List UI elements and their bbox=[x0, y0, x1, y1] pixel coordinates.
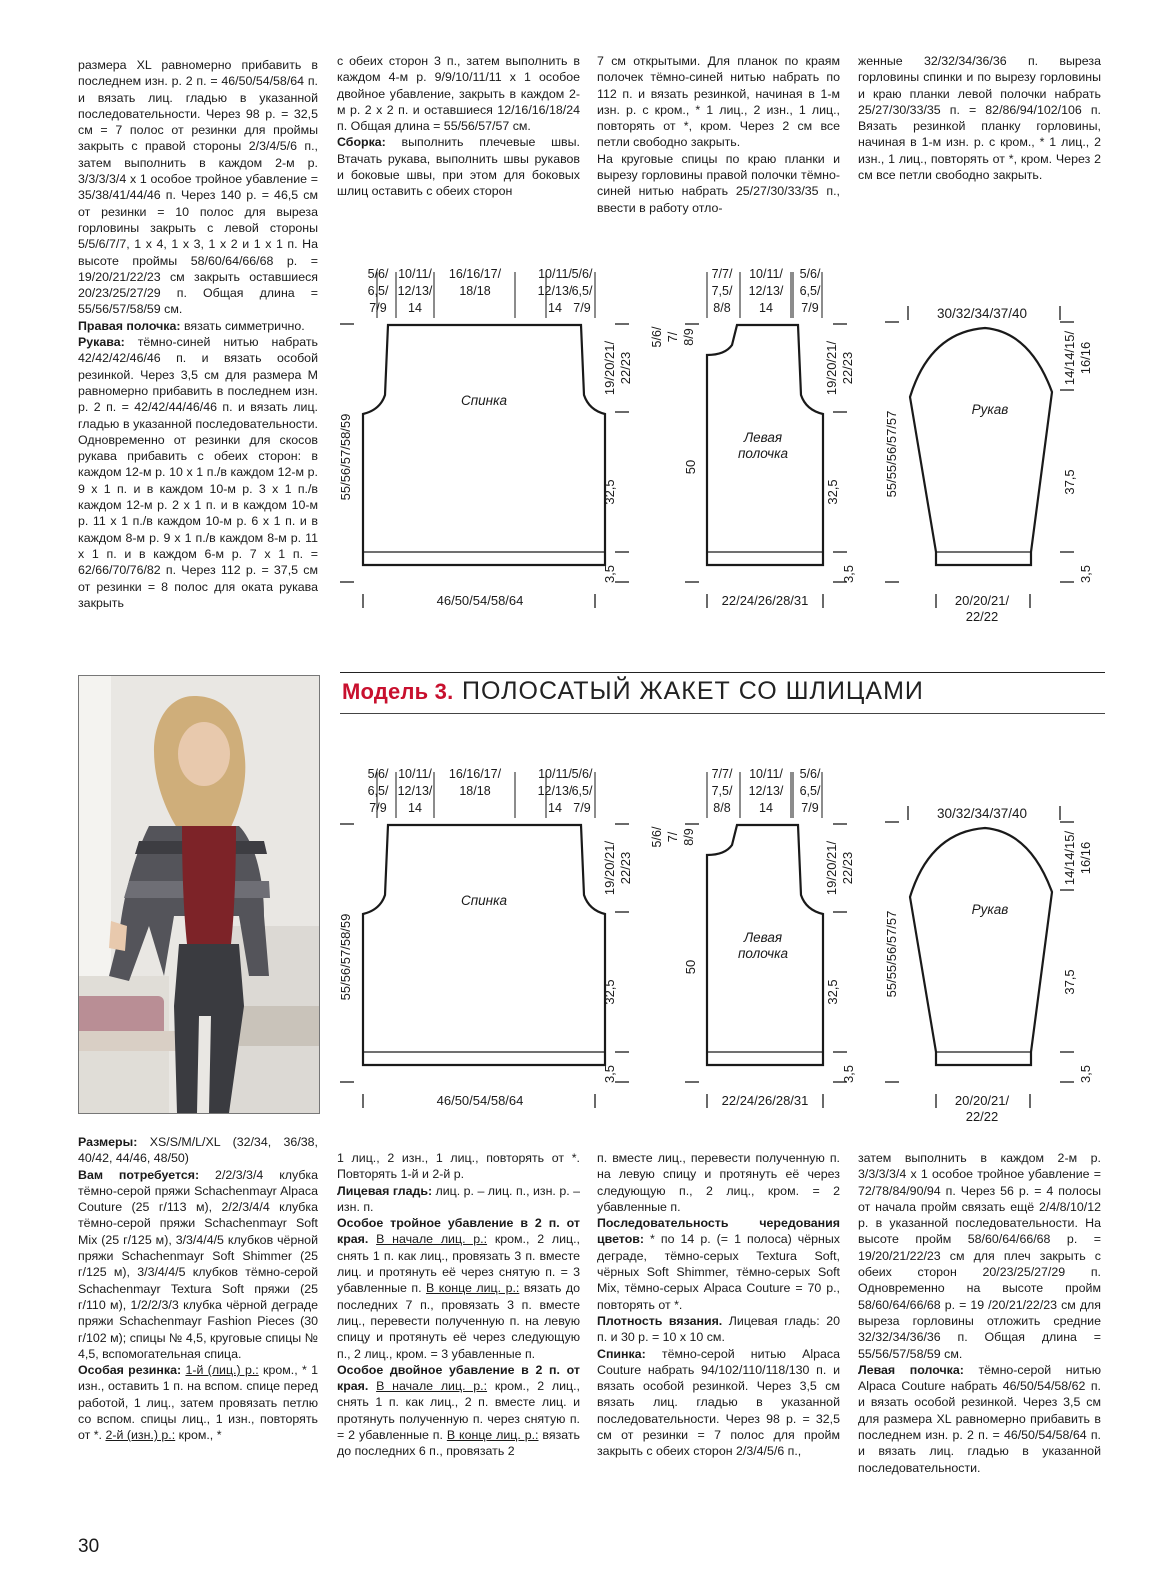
paragraph-text: размера XL равномерно прибавить в последнем изн. р. 2 п. = 46/50/54/58/64 п. и вязать лиц. гладью в указанной последовательности. Через 98 р. = 32,5 см = 7 полос от резинки для проймы закрыть с правой стороны 2/3/4/5/6 п., затем выполнить в каждом 2-м р. 3/3/3/3/4 х 1 особое тройное убавление = 35/38/41/44/46 п. Через 140 р. = 46,5 см от резинки = 10 полос для выреза горловины закрыть с левой стороны 5/5/6/7/7, 1 х 4, 1 х 3, 1 х 2 и 1 х 1 п. На высоте проймы 58/60/64/66/68 р. = 19/20/21/22/23 см закрыть оставшиеся 20/23/25/27/29 п. Общая длина = 55/56/57/58/59 см. bbox=[78, 58, 318, 317]
underlined-phrase: В начале лиц. р.: bbox=[376, 1232, 488, 1247]
paragraph-text: кром., * bbox=[175, 1428, 222, 1443]
sleeve-width-label-2: 22/22 bbox=[965, 609, 999, 624]
sleeve-name: Рукав bbox=[971, 402, 1009, 417]
sleeve-rib-label: 3,5 bbox=[1078, 564, 1093, 584]
front-height-label: 50 bbox=[683, 459, 698, 475]
back-top-label: 16/16/17/ bbox=[448, 267, 502, 281]
front-body-label: 32,5 bbox=[825, 979, 840, 1005]
paragraph-text: кром., 2 лиц., снять 1 п. как лиц., провязать 3 п. вместе лиц. и протянуть её через снятую п. = 3 убавленные п. bbox=[337, 1232, 580, 1296]
front-name: Левая bbox=[743, 430, 783, 445]
back-width-label: 46/50/54/58/64 bbox=[436, 1093, 524, 1108]
paragraph-heading: Левая полочка: bbox=[858, 1362, 964, 1377]
paragraph-text: женные 32/32/34/36/36 п. выреза горловины спинки и по вырезу горловины и краю планки левой полочки набрать 25/27/30/33/35 п. = 82/86/94/102/106 п. Вязать резинкой планку горловины, начиная в 1-м изн. р. с кром., * 1 лиц., 2 изн., 1 лиц., повторять от *, кром. Через 2 см все петли свободно закрыть. bbox=[858, 54, 1101, 183]
front-top-label: 7,5/ bbox=[711, 784, 733, 798]
front-width-label: 22/24/26/28/31 bbox=[721, 1093, 809, 1108]
paragraph bbox=[597, 151, 840, 216]
back-body-label: 32,5 bbox=[602, 479, 617, 505]
front-width-label: 22/24/26/28/31 bbox=[721, 593, 809, 608]
front-neck-label: 8/9 bbox=[682, 328, 696, 346]
paragraph bbox=[337, 1215, 580, 1362]
photo-illustration bbox=[79, 676, 319, 1113]
front-top-label: 14 bbox=[759, 301, 773, 315]
paragraph bbox=[78, 57, 318, 318]
paragraph-text: тёмно-серой нитью Alpaca Couture набрать 46/50/54/58/62 п. и вязать особой резинкой. Через 3,5 см для размера XL равномерно прибавить в последнем изн. р. 2 п. = 46/50/54/58/64 п. и вязать лиц. гладью в указанной последовательности. bbox=[858, 1362, 1101, 1475]
front-top-label: 7/9 bbox=[801, 801, 819, 815]
paragraph-heading: Спинка: bbox=[597, 1346, 646, 1361]
back-body-label: 32,5 bbox=[602, 979, 617, 1005]
back-top-label: 18/18 bbox=[459, 784, 491, 798]
paragraph bbox=[78, 1134, 318, 1167]
paragraph-heading: Последовательность чередования цветов: bbox=[597, 1216, 840, 1247]
back-top-label: 7/9 bbox=[369, 801, 387, 815]
underlined-phrase: 1-й (лиц.) р.: bbox=[185, 1363, 259, 1378]
back-top-label: 10/11/ bbox=[398, 767, 432, 781]
sleeve-top-label: 30/32/34/37/40 bbox=[936, 306, 1028, 321]
back-top-label: 6,5/ bbox=[367, 284, 389, 298]
front-name: Левая bbox=[743, 930, 783, 945]
back-top-label: 10/11/ bbox=[538, 767, 572, 781]
schematic-svg bbox=[330, 262, 1120, 632]
paragraph bbox=[858, 53, 1101, 183]
top-column-4 bbox=[858, 53, 1101, 183]
paragraph bbox=[337, 1183, 580, 1216]
sleeve-outline bbox=[910, 328, 1052, 565]
paragraph-text: вязать до последних 6 п., провязать 2 bbox=[337, 1428, 580, 1459]
top-column-1 bbox=[78, 57, 318, 611]
sleeve-outline bbox=[910, 828, 1052, 1065]
sleeve-cap-label: 14/14/15/ bbox=[1062, 330, 1077, 386]
paragraph bbox=[78, 1362, 318, 1443]
paragraph-heading: Сборка: bbox=[337, 135, 386, 150]
paragraph bbox=[858, 1362, 1101, 1476]
front-name-2: полочка bbox=[737, 446, 789, 461]
model-title: ПОЛОСАТЫЙ ЖАКЕТ СО ШЛИЦАМИ bbox=[462, 677, 924, 705]
front-top-label: 8/8 bbox=[713, 301, 731, 315]
sleeve-cap-label: 16/16 bbox=[1078, 841, 1093, 875]
front-name-2: полочка bbox=[737, 946, 789, 961]
paragraph bbox=[597, 1215, 840, 1313]
paragraph bbox=[858, 1150, 1101, 1362]
back-top-label: 10/11/ bbox=[538, 267, 572, 281]
front-top-label: 7,5/ bbox=[711, 284, 733, 298]
paragraph bbox=[597, 1150, 840, 1215]
back-armhole-label: 22/23 bbox=[618, 851, 633, 885]
paragraph-text: вязать симметрично. bbox=[180, 318, 305, 333]
paragraph-text: На круговые спицы по краю планки и вырезу горловины правой полочки тёмно-синей нитью набрать 25/27/30/33/35 п., ввести в работу отло- bbox=[597, 151, 840, 215]
front-top-label: 10/11/ bbox=[749, 767, 783, 781]
paragraph bbox=[337, 1362, 580, 1460]
sleeve-width-label-2: 22/22 bbox=[965, 1109, 999, 1124]
back-top-label: 18/18 bbox=[459, 284, 491, 298]
back-width-label: 46/50/54/58/64 bbox=[436, 593, 524, 608]
front-top-label: 10/11/ bbox=[749, 267, 783, 281]
back-top-label: 12/13/ bbox=[537, 784, 573, 798]
schematic-svg bbox=[330, 762, 1120, 1132]
top-column-2 bbox=[337, 53, 580, 200]
front-top-label: 7/7/ bbox=[711, 267, 733, 281]
back-name: Спинка bbox=[461, 893, 507, 908]
front-height-label: 50 bbox=[683, 959, 698, 975]
front-armhole-label: 19/20/21/ bbox=[824, 840, 839, 896]
front-armhole-label: 19/20/21/ bbox=[824, 340, 839, 396]
front-outline bbox=[707, 325, 823, 565]
front-neck-label: 5/6/ bbox=[650, 326, 664, 348]
paragraph bbox=[337, 53, 580, 134]
sleeve-width-label: 20/20/21/ bbox=[954, 593, 1010, 608]
paragraph-heading: Особое двойное убавление в 2 п. от края. bbox=[337, 1362, 580, 1394]
paragraph-text: с обеих сторон 3 п., затем выполнить в каждом 4-м р. 9/9/10/11/11 х 1 особое двойное убавление, закрыть в каждом 2-м р. 2 х 2 п. и оставшиеся 12/16/16/18/24 п. Общая длина = 55/56/57/57 см. bbox=[337, 54, 580, 134]
front-neck-label: 5/6/ bbox=[650, 826, 664, 848]
back-top-label: 5/6/ bbox=[571, 267, 593, 281]
paragraph-text bbox=[368, 1379, 376, 1393]
paragraph bbox=[78, 1167, 318, 1363]
paragraph bbox=[337, 1150, 580, 1183]
front-rib-label: 3,5 bbox=[841, 564, 856, 584]
back-armhole-label: 19/20/21/ bbox=[602, 840, 617, 896]
back-top-label: 6,5/ bbox=[367, 784, 389, 798]
sleeve-cap-label: 16/16 bbox=[1078, 341, 1093, 375]
back-armhole-label: 22/23 bbox=[618, 351, 633, 385]
model-photo bbox=[78, 675, 320, 1114]
paragraph-text: п. вместе лиц., перевести полученную п. на левую спицу и протянуть её через следующую п., 2 лиц., кром. = 2 убавленные п. bbox=[597, 1151, 840, 1214]
front-armhole-label: 22/23 bbox=[840, 351, 855, 385]
back-top-label: 14 bbox=[408, 301, 422, 315]
underlined-phrase: В конце лиц. р.: bbox=[446, 1428, 539, 1443]
sleeve-width-label: 20/20/21/ bbox=[954, 1093, 1010, 1108]
back-rib-label: 3,5 bbox=[602, 1064, 617, 1084]
paragraph bbox=[78, 334, 318, 611]
back-top-label: 12/13/ bbox=[537, 284, 573, 298]
paragraph-text: * по 14 р. (= 1 полоса) чёрных деграде, тёмно-серых Textura Soft, чёрных Soft Shimmer, тёмно-серых Soft Mix, тёмно-серых Alpaca Couture = 70 р., повторять от *. bbox=[597, 1232, 840, 1312]
sleeve-rib-label: 3,5 bbox=[1078, 1064, 1093, 1084]
back-top-label: 14 bbox=[408, 801, 422, 815]
back-top-label: 12/13/ bbox=[397, 284, 433, 298]
back-top-label: 6,5/ bbox=[571, 284, 593, 298]
sleeve-height-label: 55/55/56/57/57 bbox=[884, 410, 899, 498]
paragraph-heading: Размеры: bbox=[78, 1135, 138, 1149]
paragraph-heading: Рукава: bbox=[78, 335, 125, 350]
paragraph-text: 2/2/3/3/4 клубка тёмно-серой пряжи Schachenmayr Alpaca Couture (25 г/113 м), 2/2/3/4/4 клубка тёмно-серой пряжи Schachenmayr Soft Mix (25 г/125 м), 3/3/4/4/5 клубков чёрной пряжи Schachenmayr Soft Shimmer (25 г/125 м), 3/3/4/4/5 клубков тёмно-серой Schachenmayr Textura Soft пряжи (25 г/110 м), 1/2/2/3/3 клубка чёрной деграде пряжи Schachenmayr Fashion Pieces (30 г/102 м); спицы № 4,5, круговые спицы № 4,5, вспомогательная спица. bbox=[78, 1167, 319, 1361]
front-top-label: 7/7/ bbox=[711, 767, 733, 781]
front-outline bbox=[707, 825, 823, 1065]
sleeve-body-label: 37,5 bbox=[1062, 969, 1077, 995]
front-rib-label: 3,5 bbox=[841, 1064, 856, 1084]
back-top-label: 10/11/ bbox=[398, 267, 432, 281]
front-top-label: 12/13/ bbox=[748, 784, 784, 798]
model-heading bbox=[340, 672, 1105, 714]
back-top-label: 7/9 bbox=[369, 301, 387, 315]
paragraph bbox=[337, 134, 580, 199]
back-height-label: 55/56/57/58/59 bbox=[338, 413, 353, 501]
back-outline bbox=[363, 825, 605, 1065]
back-top-label: 14 bbox=[548, 801, 562, 815]
front-top-label: 7/9 bbox=[801, 301, 819, 315]
front-armhole-label: 22/23 bbox=[840, 851, 855, 885]
paragraph-text: 7 см открытыми. Для планок по краям полочек тёмно-синей нитью набрать по 112 п. и вязать резинкой, начиная в 1-м изн. р. с кром., * 1 лиц., 2 изн., 1 лиц., повторять от *, кром. Через 2 см все петли свободно закрыть. bbox=[597, 54, 840, 150]
bottom-column-1 bbox=[78, 1134, 318, 1444]
paragraph-text bbox=[368, 1232, 376, 1246]
sleeve-top-label: 30/32/34/37/40 bbox=[936, 806, 1028, 821]
back-name: Спинка bbox=[461, 393, 507, 408]
paragraph-heading: Плотность вязания. bbox=[597, 1313, 723, 1328]
back-top-label: 7/9 bbox=[573, 301, 591, 315]
paragraph-text: кром., 2 лиц., снять 1 п. как лиц., 2 п. вместе лиц. и протянуть полученную п. через снятую п. = 2 убавленные п. bbox=[337, 1379, 580, 1443]
front-body-label: 32,5 bbox=[825, 479, 840, 505]
paragraph-text: тёмно-серой нитью Alpaca Couture набрать 94/102/110/118/130 п. и вязать особой резинкой. Через 3,5 см вязать лиц. гладью в указанной последовательности. Через 98 р. = 32,5 см от резинки = 7 полос для пройм закрыть с обеих сторон 2/3/4/5/6 п., bbox=[597, 1346, 840, 1459]
back-top-label: 5/6/ bbox=[367, 767, 389, 781]
paragraph-heading: Вам потребуется: bbox=[78, 1167, 200, 1182]
page-number: 30 bbox=[78, 1536, 100, 1557]
underlined-phrase: 2-й (изн.) р.: bbox=[105, 1428, 176, 1443]
front-top-label: 6,5/ bbox=[799, 284, 821, 298]
back-top-label: 5/6/ bbox=[571, 767, 593, 781]
paragraph bbox=[597, 1313, 840, 1346]
front-top-label: 14 bbox=[759, 801, 773, 815]
front-top-label: 8/8 bbox=[713, 801, 731, 815]
paragraph-text: затем выполнить в каждом 2-м р. 3/3/3/3/4 х 1 особое тройное убавление = 72/78/84/90/94 п. Через 56 р. = 4 полосы от начала пройм связать ещё 2/4/8/10/12 р. в указанной последовательности. На высоте пройм 58/60/64/66/68 р. = 19/20/21/22/23 см для плеч закрыть с обеих сторон 20/23/25/27/29 п. Одновременно на высоте пройм 58/60/64/66/68 р. = 19 /20/21/22/23 см для выреза горловины отложить средние 32/32/34/36/36 п. Общая длина = 55/56/57/58/59 см. bbox=[858, 1151, 1101, 1361]
back-top-label: 12/13/ bbox=[397, 784, 433, 798]
paragraph bbox=[597, 53, 840, 151]
front-top-label: 12/13/ bbox=[748, 284, 784, 298]
back-outline bbox=[363, 325, 605, 565]
paragraph bbox=[78, 318, 318, 334]
paragraph-heading: Лицевая гладь: bbox=[337, 1183, 433, 1198]
paragraph-text: 1 лиц., 2 изн., 1 лиц., повторять от *. Повторять 1-й и 2-й р. bbox=[337, 1151, 580, 1182]
paragraph-text: лиц. р. – лиц. п., изн. р. – изн. п. bbox=[337, 1183, 581, 1214]
paragraph-text: Лицевая гладь: 20 п. и 30 р. = 10 х 10 см. bbox=[597, 1313, 840, 1345]
underlined-phrase: В начале лиц. р.: bbox=[376, 1379, 488, 1394]
paragraph-text: кром., * 1 изн., оставить 1 п. на вспом. спице перед работой, 1 лиц., затем провязать петлю со вспом. спицы лиц., 1 изн., повторять от *. bbox=[78, 1363, 318, 1443]
back-rib-label: 3,5 bbox=[602, 564, 617, 584]
paragraph-text: XS/S/M/L/XL (32/34, 36/38, 40/42, 44/46, 48/50) bbox=[78, 1135, 318, 1166]
sleeve-body-label: 37,5 bbox=[1062, 469, 1077, 495]
sleeve-name: Рукав bbox=[971, 902, 1009, 917]
bottom-column-3 bbox=[597, 1150, 840, 1460]
paragraph-heading: Особая резинка: bbox=[78, 1363, 182, 1378]
bottom-column-4 bbox=[858, 1150, 1101, 1476]
back-top-label: 14 bbox=[548, 301, 562, 315]
front-neck-label: 7/ bbox=[666, 831, 680, 843]
paragraph bbox=[597, 1346, 840, 1460]
back-height-label: 55/56/57/58/59 bbox=[338, 913, 353, 1001]
front-top-label: 5/6/ bbox=[799, 267, 821, 281]
front-neck-label: 8/9 bbox=[682, 828, 696, 846]
bottom-column-2 bbox=[337, 1150, 580, 1460]
front-top-label: 5/6/ bbox=[799, 767, 821, 781]
top-column-3 bbox=[597, 53, 840, 216]
underlined-phrase: В конце лиц. р.: bbox=[426, 1281, 520, 1296]
sleeve-height-label: 55/55/56/57/57 bbox=[884, 910, 899, 998]
sleeve-cap-label: 14/14/15/ bbox=[1062, 830, 1077, 886]
back-top-label: 5/6/ bbox=[367, 267, 389, 281]
paragraph-text: выполнить плечевые швы. Втачать рукава, выполнить швы рукавов и боковые швы, при этом для боковых шлиц оставить с обеих сторон bbox=[337, 135, 580, 199]
paragraph-heading: Особое тройное убавление в 2 п. от края. bbox=[337, 1216, 580, 1247]
paragraph-heading: Правая полочка: bbox=[78, 318, 181, 333]
model-number: Модель 3. bbox=[342, 679, 454, 704]
paragraph-text: вязать до последних 7 п., провязать 3 п. вместе лиц., перевести полученную п. на левую спицу и протянуть её через следующую п., 2 лиц., кром. = 3 убавленные п. bbox=[337, 1281, 580, 1361]
front-neck-label: 7/ bbox=[666, 331, 680, 343]
front-top-label: 6,5/ bbox=[799, 784, 821, 798]
back-top-label: 6,5/ bbox=[571, 784, 593, 798]
back-top-label: 16/16/17/ bbox=[448, 767, 502, 781]
back-top-label: 7/9 bbox=[573, 801, 591, 815]
back-armhole-label: 19/20/21/ bbox=[602, 340, 617, 396]
paragraph-text: тёмно-синей нитью набрать 42/42/42/46/46 п. и вязать особой резинкой. Через 3,5 см для размера M равномерно прибавить в последнем изн. р. 2 п. = 42/42/44/46/46 п. и вязать лиц. гладью в указанной последовательности. Одновременно от резинки для скосов рукава прибавить с обеих сторон: в каждом 12-м р. 10 х 1 п./в каждом 12-м р. 9 х 1 п. и в каждом 10-м р. 3 х 1 п./в каждом 12-м р. 2 х 1 п. и в каждом 10-м р. 11 х 1 п./в каждом 10-м р. 6 х 1 п. и в каждом 8-м р. 9 х 1 п./в каждом 8-м р. 11 х 1 п. и в каждом 6-м р. 7 х 1 п. = 62/66/70/76/82 п. Через 112 р. = 37,5 см от резинки = 8 полос для оката рукава закрыть bbox=[78, 335, 318, 610]
